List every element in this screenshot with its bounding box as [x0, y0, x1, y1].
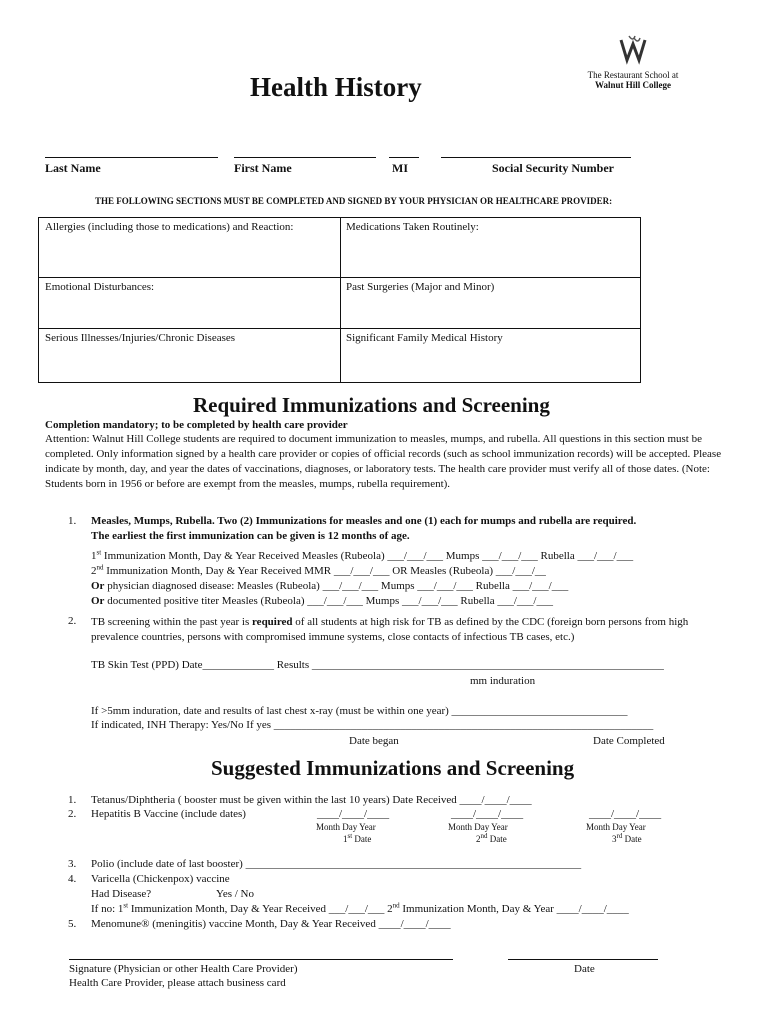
ssn-line[interactable] — [441, 157, 631, 158]
allergies-field[interactable]: Allergies (including those to medications) and Reaction: — [45, 221, 294, 233]
mmr-diagnosed-disease[interactable]: Or physician diagnosed disease: Measles (Rubeola) ___/___/___ Mumps ___/___/___ Rubella ___/___/___ — [91, 580, 569, 592]
tb-skin-test-field[interactable]: TB Skin Test (PPD) Date_____________ Results ________________________________________________________________ — [91, 659, 664, 671]
illnesses-field[interactable]: Serious Illnesses/Injuries/Chronic Diseases — [45, 332, 236, 344]
hepb-date1-field[interactable]: ____/____/____ — [317, 808, 390, 820]
last-name-label: Last Name — [45, 161, 101, 175]
item1-subheading: The earliest the first immunization can be given is 12 months of age. — [91, 530, 410, 542]
completion-mandatory: Completion mandatory; to be completed by health care provider — [45, 419, 348, 431]
college-logo — [583, 34, 683, 94]
hepb-1st-date-label: 1st Date — [343, 832, 372, 844]
had-disease-label: Had Disease? — [91, 888, 152, 900]
logo-line1: The Restaurant School at — [587, 70, 679, 80]
date-began-label: Date began — [349, 735, 399, 747]
polio-field[interactable]: Polio (include date of last booster) _____________________________________________________________ — [91, 858, 582, 870]
item2-number: 2. — [68, 615, 77, 627]
hepb-mdy-2: Month Day Year — [448, 822, 508, 832]
first-name-line[interactable] — [234, 157, 376, 158]
date-completed-label: Date Completed — [593, 735, 665, 747]
s3-number: 3. — [68, 858, 77, 870]
first-name-label: First Name — [234, 161, 292, 175]
varicella-immunization-field[interactable]: If no: 1st Immunization Month, Day & Year Received ___/___/___ 2nd Immunization Month, Day & Year ____/____/____ — [91, 901, 629, 915]
signature-date-label: Date — [574, 963, 595, 975]
suggested-heading: Suggested Immunizations and Screening — [211, 756, 575, 780]
date-line[interactable] — [508, 959, 658, 960]
menomune-field[interactable]: Menomune® (meningitis) vaccine Month, Day & Year Received ____/____/____ — [91, 918, 451, 930]
mm-induration-label: mm induration — [470, 675, 536, 687]
s1-number: 1. — [68, 794, 77, 806]
grid-divider — [340, 217, 341, 383]
hepb-mdy-1: Month Day Year — [316, 822, 376, 832]
s5-number: 5. — [68, 918, 77, 930]
grid-row-line-2 — [38, 328, 641, 329]
required-heading: Required Immunizations and Screening — [193, 393, 550, 417]
item1-heading: Measles, Mumps, Rubella. Two (2) Immunizations for measles and one (1) each for mumps and rubella are required. — [91, 515, 637, 527]
mmr-second-immunization[interactable]: 2nd Immunization Month, Day & Year Received MMR ___/___/___ OR Measles (Rubeola) ___/___/__ — [91, 563, 546, 577]
signature-label: Signature (Physician or other Health Care Provider) — [69, 963, 298, 975]
ssn-label: Social Security Number — [492, 161, 614, 175]
mi-line[interactable] — [389, 157, 419, 158]
hepatitis-b-label: Hepatitis B Vaccine (include dates) — [91, 808, 246, 820]
mi-label: MI — [392, 161, 408, 175]
last-name-line[interactable] — [45, 157, 218, 158]
hepb-date2-field[interactable]: ____/____/____ — [451, 808, 524, 820]
page-title: Health History — [250, 72, 422, 102]
surgeries-field[interactable]: Past Surgeries (Major and Minor) — [346, 281, 495, 293]
emotional-field[interactable]: Emotional Disturbances: — [45, 281, 155, 293]
chest-xray-field[interactable]: If >5mm induration, date and results of last chest x-ray (must be within one year) ________________________________ — [91, 705, 628, 717]
attention-paragraph: Attention: Walnut Hill College students are required to document immunization to measles, mumps, and rubella. All questions in this section must be completed. Only information signed by a health care provider or copies of official records (such as school immunization records) will be accepted. Please indicate by month, day, and year the dates of vaccinations, diagnoses, or laboratory tests. The health care provider must verify all of those dates. (Note: Students born in 1956 or before are exempt from the measles, mumps, rubella requirement). — [45, 433, 722, 490]
hepb-3rd-date-label: 3rd Date — [612, 832, 642, 844]
tb-screening-text: TB screening within the past year is required of all students at high risk for TB as defined by the CDC (foreign born persons from high prevalence countries, persons with compromised immune systems, close contacts of infectious TB cases, etc.) — [91, 616, 689, 643]
inh-therapy-field[interactable]: If indicated, INH Therapy: Yes/No If yes _____________________________________________________________________ — [91, 719, 654, 731]
mmr-first-immunization[interactable]: 1st Immunization Month, Day & Year Received Measles (Rubeola) ___/___/___ Mumps ___/___/___ Rubella ___/___/___ — [91, 548, 634, 562]
item1-number: 1. — [68, 515, 77, 527]
logo-line2: Walnut Hill College — [594, 80, 671, 90]
grid-row-line-1 — [38, 277, 641, 278]
mmr-positive-titer[interactable]: Or documented positive titer Measles (Rubeola) ___/___/___ Mumps ___/___/___ Rubella ___/___/___ — [91, 595, 553, 607]
varicella-label: Varicella (Chickenpox) vaccine — [91, 873, 230, 885]
hepb-2nd-date-label: 2nd Date — [476, 832, 507, 844]
hepb-mdy-3: Month Day Year — [586, 822, 646, 832]
tetanus-field[interactable]: Tetanus/Diphtheria ( booster must be given within the last 10 years) Date Received ____/____/____ — [91, 794, 532, 806]
had-disease-yes-no[interactable]: Yes / No — [216, 888, 255, 900]
physician-instruction: THE FOLLOWING SECTIONS MUST BE COMPLETED AND SIGNED BY YOUR PHYSICIAN OR HEALTHCARE PROVIDER: — [95, 196, 613, 206]
family-history-field[interactable]: Significant Family Medical History — [346, 332, 503, 344]
medications-field[interactable]: Medications Taken Routinely: — [346, 221, 479, 233]
business-card-note: Health Care Provider, please attach business card — [69, 977, 286, 989]
s2-number: 2. — [68, 808, 77, 820]
signature-line[interactable] — [69, 959, 453, 960]
college-logo-icon — [583, 34, 683, 66]
hepb-date3-field[interactable]: ____/____/____ — [589, 808, 662, 820]
s4-number: 4. — [68, 873, 77, 885]
